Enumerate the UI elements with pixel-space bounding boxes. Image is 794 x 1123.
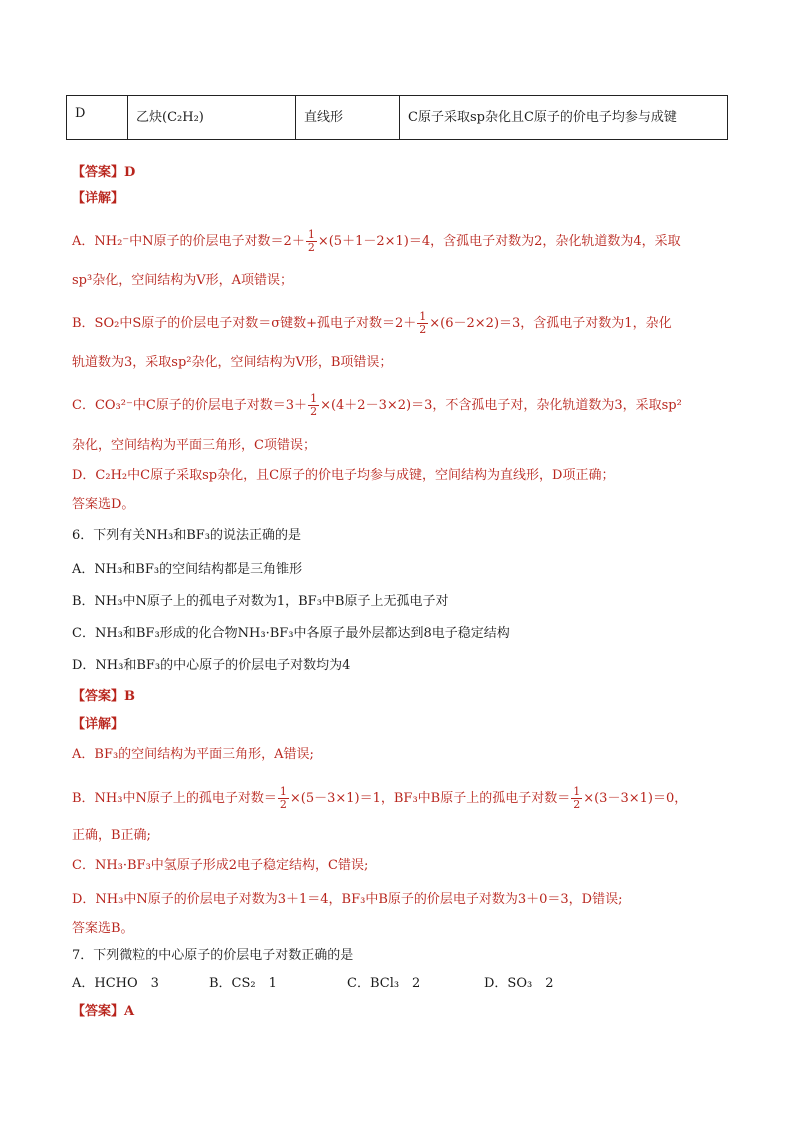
q5-detail-label: 【详解】 — [72, 191, 125, 206]
table-cell-shape: 直线形 — [296, 96, 400, 140]
q6-explain-c: C．NH₃·BF₃中氢原子形成2电子稳定结构，C错误; — [72, 858, 369, 873]
table-cell-molecule: 乙炔(C₂H₂) — [128, 96, 296, 140]
q7-option-c: C．BCl₃ 2 — [347, 976, 421, 991]
table-cell-reason: C原子采取sp杂化且C原子的价电子均参与成键 — [400, 96, 728, 140]
fraction: $\frac{1}{2}$ — [279, 785, 287, 811]
fraction: $\frac{1}{2}$ — [310, 392, 318, 418]
table-row — [67, 96, 728, 140]
q6-option-a: A．NH₃和BF₃的空间结构都是三角锥形 — [72, 562, 303, 577]
q6-stem: 6．下列有关NH₃和BF₃的说法正确的是 — [72, 528, 301, 543]
q6-answer: 【答案】B — [72, 689, 135, 704]
q6-explain-a: A．BF₃的空间结构为平面三角形，A错误; — [72, 747, 314, 762]
q7-stem: 7．下列微粒的中心原子的价层电子对数正确的是 — [72, 948, 354, 963]
q6-option-d: D．NH₃和BF₃的中心原子的价层电子对数均为4 — [72, 658, 351, 673]
q6-explain-b-cont: 正确，B正确; — [72, 828, 151, 843]
q5-choose: 答案选D。 — [72, 497, 135, 512]
q5-explain-a-cont: sp³杂化，空间结构为V形，A项错误； — [72, 273, 293, 288]
q5-explain-c: C．CO₃²⁻中C原子的价层电子对数＝3＋ $\frac{1}{2}$ ×(4＋2－3×2)＝3，不含孤电子对，杂化轨道数为3，采取sp² — [72, 392, 682, 418]
q7-answer: 【答案】A — [72, 1004, 135, 1019]
q5-explain-b: B．SO₂中S原子的价层电子对数＝σ键数+孤电子对数＝2＋ $\frac{1}{2}$ ×(6－2×2)＝3，含孤电子对数为1，杂化 — [72, 310, 672, 336]
q5-explain-b-cont: 轨道数为3，采取sp²杂化，空间结构为V形，B项错误； — [72, 355, 393, 370]
fraction: $\frac{1}{2}$ — [307, 228, 315, 254]
fraction: $\frac{1}{2}$ — [573, 785, 581, 811]
q5-answer: 【答案】D — [72, 165, 136, 180]
fraction: $\frac{1}{2}$ — [419, 310, 427, 336]
q6-detail-label: 【详解】 — [72, 717, 125, 732]
q5-explain-d: D．C₂H₂中C原子采取sp杂化，且C原子的价电子均参与成键，空间结构为直线形，D项正确； — [72, 468, 615, 483]
q6-choose: 答案选B。 — [72, 921, 134, 936]
q7-option-a: A．HCHO 3 — [72, 976, 159, 991]
q7-option-b: B．CS₂ 1 — [209, 976, 277, 991]
q6-explain-d: D．NH₃中N原子的价层电子对数为3＋1＝4，BF₃中B原子的价层电子对数为3＋0＝3，D错误; — [72, 892, 623, 907]
q6-option-c: C．NH₃和BF₃形成的化合物NH₃·BF₃中各原子最外层都达到8电子稳定结构 — [72, 626, 510, 641]
q5-explain-a: A．NH₂⁻中N原子的价层电子对数＝2＋ $\frac{1}{2}$ ×(5＋1－2×1)＝4，含孤电子对数为2，杂化轨道数为4，采取 — [72, 228, 681, 254]
q6-explain-b: B．NH₃中N原子上的孤电子对数＝ $\frac{1}{2}$ ×(5－3×1)＝1，BF₃中B原子上的孤电子对数＝ $\frac{1}{2}$ ×(3－3×1)＝0， — [72, 785, 688, 811]
q6-option-b: B．NH₃中N原子上的孤电子对数为1，BF₃中B原子上无孤电子对 — [72, 594, 449, 609]
answer-table — [66, 95, 728, 140]
table-cell-option: D — [67, 96, 128, 140]
q5-explain-c-cont: 杂化，空间结构为平面三角形，C项错误； — [72, 438, 316, 453]
q7-option-d: D．SO₃ 2 — [484, 976, 554, 991]
